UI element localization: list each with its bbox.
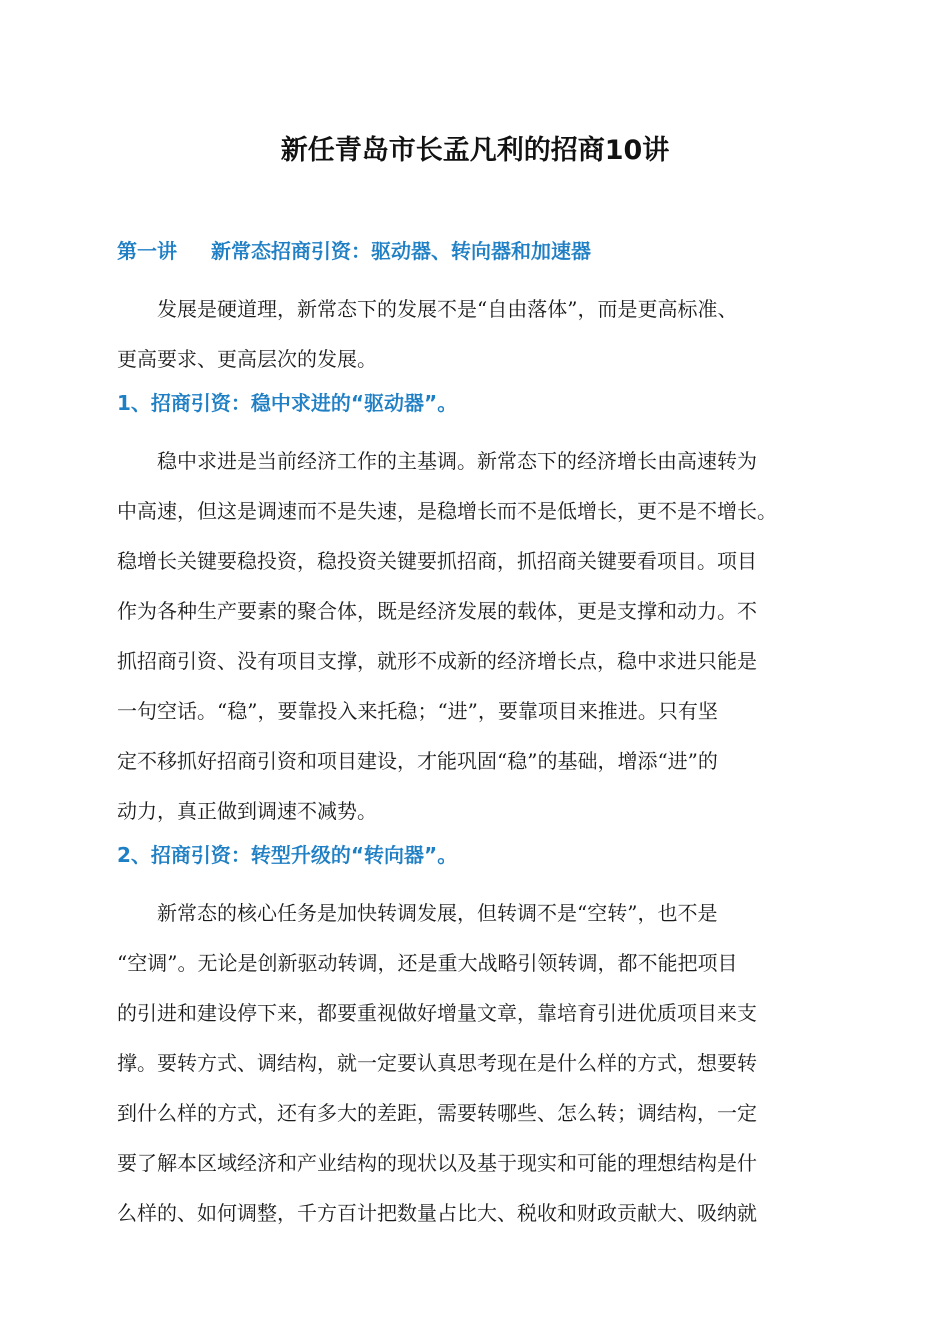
section-2-paragraph (117, 888, 835, 1238)
lecture-title: 新常态招商引资：驱动器、转向器和加速器 (211, 239, 591, 263)
section-heading-2: 2、招商引资：转型升级的“转向器”。 (117, 843, 458, 867)
lecture-label: 第一讲 (117, 239, 177, 263)
paragraph-line: 更高要求、更高层次的发展。 (117, 347, 377, 371)
paragraph-line: 撑。要转方式、调结构，就一定要认真思考现在是什么样的方式，想要转 (117, 1051, 757, 1075)
paragraph-line: 要了解本区域经济和产业结构的现状以及基于现实和可能的理想结构是什 (117, 1151, 757, 1175)
paragraph-line: 到什么样的方式，还有多大的差距，需要转哪些、怎么转；调结构，一定 (117, 1101, 757, 1125)
section-heading-1: 1、招商引资：稳中求进的“驱动器”。 (117, 391, 458, 415)
intro-paragraph (117, 284, 835, 384)
paragraph-line: 的引进和建设停下来，都要重视做好增量文章，靠培育引进优质项目来支 (117, 1001, 757, 1025)
paragraph-line: 稳增长关键要稳投资，稳投资关键要抓招商，抓招商关键要看项目。项目 (117, 549, 757, 573)
paragraph-line: 么样的、如何调整，千方百计把数量占比大、税收和财政贡献大、吸纳就 (117, 1201, 757, 1225)
paragraph-line: 作为各种生产要素的聚合体，既是经济发展的载体，更是支撑和动力。不 (117, 599, 757, 623)
paragraph-line: “空调”。无论是创新驱动转调，还是重大战略引领转调，都不能把项目 (117, 951, 738, 975)
document-title: 新任青岛市长孟凡利的招商10讲 (280, 135, 670, 166)
paragraph-line: 动力，真正做到调速不减势。 (117, 799, 377, 823)
document-body (117, 236, 835, 1242)
lecture-heading (117, 236, 835, 266)
paragraph-line: 抓招商引资、没有项目支撑，就形不成新的经济增长点，稳中求进只能是 (117, 649, 757, 673)
paragraph-line: 一句空话。“稳”，要靠投入来托稳；“进”，要靠项目来推进。只有坚 (117, 699, 718, 723)
paragraph-line: 中高速，但这是调速而不是失速，是稳增长而不是低增长，更不是不增长。 (117, 499, 777, 523)
section-1-paragraph (117, 436, 835, 836)
paragraph-line: 发展是硬道理，新常态下的发展不是“自由落体”，而是更高标准、 (157, 297, 738, 321)
paragraph-line: 新常态的核心任务是加快转调发展，但转调不是“空转”，也不是 (157, 901, 718, 925)
paragraph-line: 稳中求进是当前经济工作的主基调。新常态下的经济增长由高速转为 (157, 449, 757, 473)
paragraph-line: 定不移抓好招商引资和项目建设，才能巩固“稳”的基础，增添“进”的 (117, 749, 718, 773)
